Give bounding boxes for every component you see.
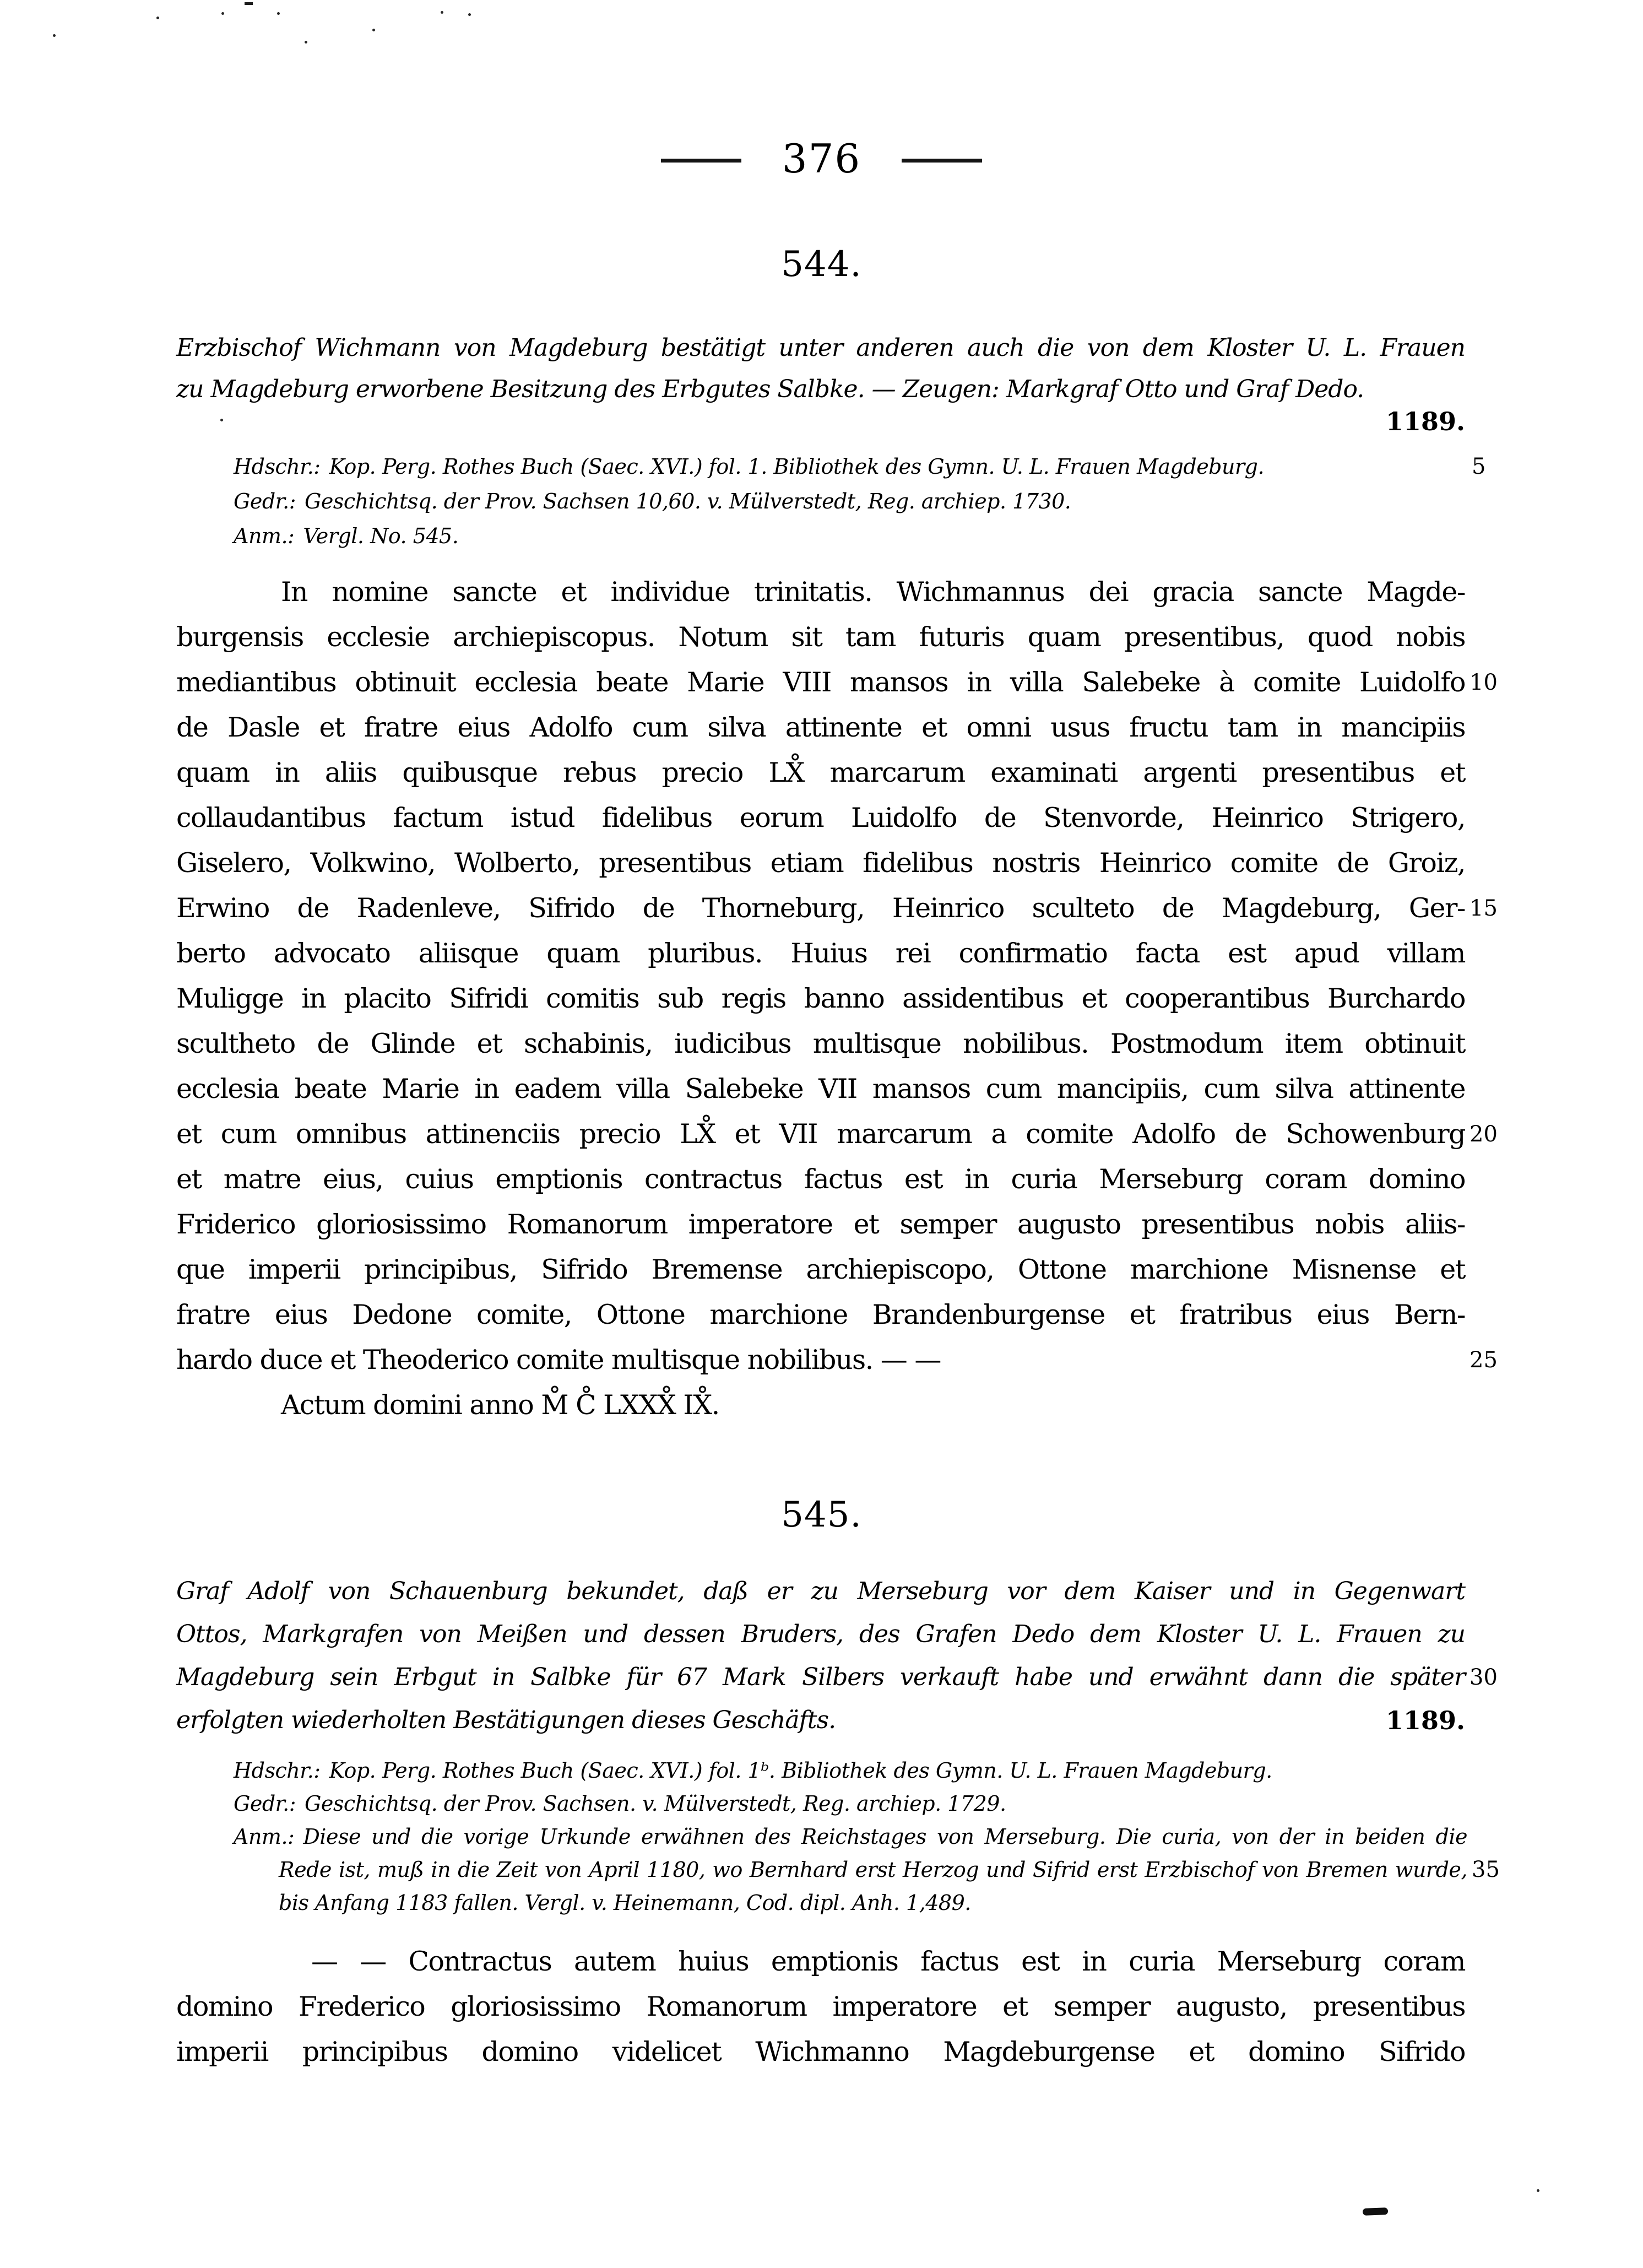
header-rule-right <box>902 159 982 163</box>
text-line: et matre eius, cuius emptionis contractus factus est in curia Merseburg coram domino <box>176 1163 1465 1195</box>
margin-line-number: 20 <box>1470 1122 1498 1147</box>
scan-speck <box>1537 2189 1539 2192</box>
source-line-hdschr: Hdschr.: Kop. Perg. Rothes Buch (Saec. XVI.) fol. 1ᵇ. Bibliothek des Gymn. U. L. Frauen Magdeburg. <box>234 1758 1272 1783</box>
source-line-gedr: Gedr.: Geschichtsq. der Prov. Sachsen. v. Mülverstedt, Reg. archiep. 1729. <box>234 1791 1006 1816</box>
text-line: Erzbischof Wichmann von Magdeburg bestätigt unter anderen auch die von dem Kloster U. L. Frauen <box>176 334 1465 362</box>
scan-speck <box>305 41 307 44</box>
text-line: que imperii principibus, Sifrido Bremense archiepiscopo, Ottone marchione Misnense et <box>176 1254 1465 1285</box>
text-line: Giselero, Volkwino, Wolberto, presentibus etiam fidelibus nostris Heinrico comite de Groiz, <box>176 847 1465 879</box>
text-line: imperii principibus domino videlicet Wichmanno Magdeburgense et domino Sifrido <box>176 2036 1465 2067</box>
entry-545-sources <box>234 1754 1500 1919</box>
margin-line-number: 25 <box>1470 1347 1498 1373</box>
text-line: Erwino de Radenleve, Sifrido de Thorneburg, Heinrico sculteto de Magdeburg, Ger- 15 <box>176 886 1465 931</box>
header-rule-left <box>661 159 741 163</box>
entry-544-number: 544. <box>781 244 862 285</box>
text-line: Graf Adolf von Schauenburg bekundet, daß er zu Merseburg vor dem Kaiser und in Gegenwart <box>176 1577 1465 1605</box>
text-line: berto advocato aliisque quam pluribus. Huius rei confirmatio facta est apud villam <box>176 938 1465 969</box>
source-line-anm-cont: bis Anfang 1183 fallen. Vergl. v. Heinemann, Cod. dipl. Anh. 1,489. <box>279 1891 971 1915</box>
text-line: ecclesia beate Marie in eadem villa Salebeke VII mansos cum mancipiis, cum silva attinente <box>176 1073 1465 1105</box>
text-line-actum: Actum domini anno M̊ C̊ LXXX̊ IX̊. <box>281 1389 719 1421</box>
margin-line-number: 5 <box>1472 454 1486 479</box>
text-line: In nomine sancte et individue trinitatis. Wichmannus dei gracia sancte Magde- <box>281 576 1465 608</box>
text-line: — — Contractus autem huius emptionis factus est in curia Merseburg coram <box>311 1946 1465 1977</box>
entry-545-body <box>176 1939 1465 2075</box>
margin-line-number: 10 <box>1470 670 1498 695</box>
margin-line-number: 15 <box>1470 896 1498 921</box>
source-line-gedr: Gedr.: Geschichtsq. der Prov. Sachsen 10,60. v. Mülverstedt, Reg. archiep. 1730. <box>234 489 1071 513</box>
scan-speck <box>220 419 223 421</box>
scan-tick <box>245 2 253 5</box>
page-number: 376 <box>782 136 861 182</box>
entry-545-date: 1189. <box>1385 1706 1465 1735</box>
entry-544-date: 1189. <box>1385 407 1465 436</box>
scan-speck <box>441 11 443 14</box>
source-line-anm: Anm.: Diese und die vorige Urkunde erwähnen des Reichstages von Merseburg. Die curia, von der in beiden die <box>234 1825 1467 1849</box>
scan-speck <box>156 17 159 19</box>
text-line: Muligge in placito Sifridi comitis sub regis banno assidentibus et cooperantibus Burchardo <box>176 983 1465 1014</box>
scan-speck <box>53 34 56 37</box>
entry-545-number: 545. <box>781 1495 862 1535</box>
scan-speck <box>372 29 375 31</box>
entry-544-body <box>176 570 1498 1428</box>
text-line: quam in aliis quibusque rebus precio LX̊ marcarum examinati argenti presentibus et <box>176 757 1465 788</box>
scan-speck <box>221 12 224 15</box>
text-line: burgensis ecclesie archiepiscopus. Notum sit tam futuris quam presentibus, quod nobis <box>176 621 1465 653</box>
text-line: de Dasle et fratre eius Adolfo cum silva attinente et omni usus fructu tam in mancipiis <box>176 712 1465 743</box>
scan-speck <box>277 12 280 15</box>
source-line-anm-cont: Rede ist, muß in die Zeit von April 1180, wo Bernhard erst Herzog und Sifrid erst Erzbischof von Bremen wurde, 35 <box>234 1853 1467 1886</box>
text-line: collaudantibus factum istud fidelibus eorum Luidolfo de Stenvorde, Heinrico Strigero, <box>176 802 1465 833</box>
entry-544-summary <box>176 327 1465 410</box>
text-line: et cum omnibus attinenciis precio LX̊ et VII marcarum a comite Adolfo de Schowenburg 20 <box>176 1112 1465 1157</box>
entry-545-summary <box>176 1570 1498 1742</box>
source-line-anm: Anm.: Vergl. No. 545. <box>234 524 459 548</box>
text-line: Ottos, Markgrafen von Meißen und dessen Bruders, des Grafen Dedo dem Kloster U. L. Frauen zu <box>176 1620 1465 1648</box>
text-line: Magdeburg sein Erbgut in Salbke für 67 Mark Silbers verkauft habe und erwähnt dann die später 30 <box>176 1656 1465 1699</box>
text-line: domino Frederico gloriosissimo Romanorum imperatore et semper augusto, presentibus <box>176 1991 1465 2022</box>
margin-line-number: 35 <box>1472 1857 1500 1882</box>
ink-mark <box>1363 2207 1388 2216</box>
scan-speck <box>468 13 471 16</box>
entry-544-sources <box>234 450 1486 554</box>
page-header <box>0 136 1643 183</box>
text-line: fratre eius Dedone comite, Ottone marchione Brandenburgense et fratribus eius Bern- <box>176 1299 1465 1330</box>
text-line: scultheto de Glinde et schabinis, iudicibus multisque nobilibus. Postmodum item obtinuit <box>176 1028 1465 1059</box>
text-line: hardo duce et Theoderico comite multisque nobilibus. — — 25 <box>176 1338 1465 1383</box>
text-line: erfolgten wiederholten Bestätigungen dieses Geschäfts. 1189. <box>176 1699 1465 1742</box>
text-line: zu Magdeburg erworbene Besitzung des Erbgutes Salbke. — Zeugen: Markgraf Otto und Graf Dedo. <box>176 375 1364 403</box>
text-line: Friderico gloriosissimo Romanorum imperatore et semper augusto presentibus nobis aliis- <box>176 1209 1465 1240</box>
text-line: mediantibus obtinuit ecclesia beate Marie VIII mansos in villa Salebeke à comite Luidolfo 10 <box>176 660 1465 705</box>
source-line-hdschr: Hdschr.: Kop. Perg. Rothes Buch (Saec. XVI.) fol. 1. Bibliothek des Gymn. U. L. Frauen Magdeburg. 5 <box>234 450 1467 484</box>
margin-line-number: 30 <box>1470 1665 1498 1690</box>
